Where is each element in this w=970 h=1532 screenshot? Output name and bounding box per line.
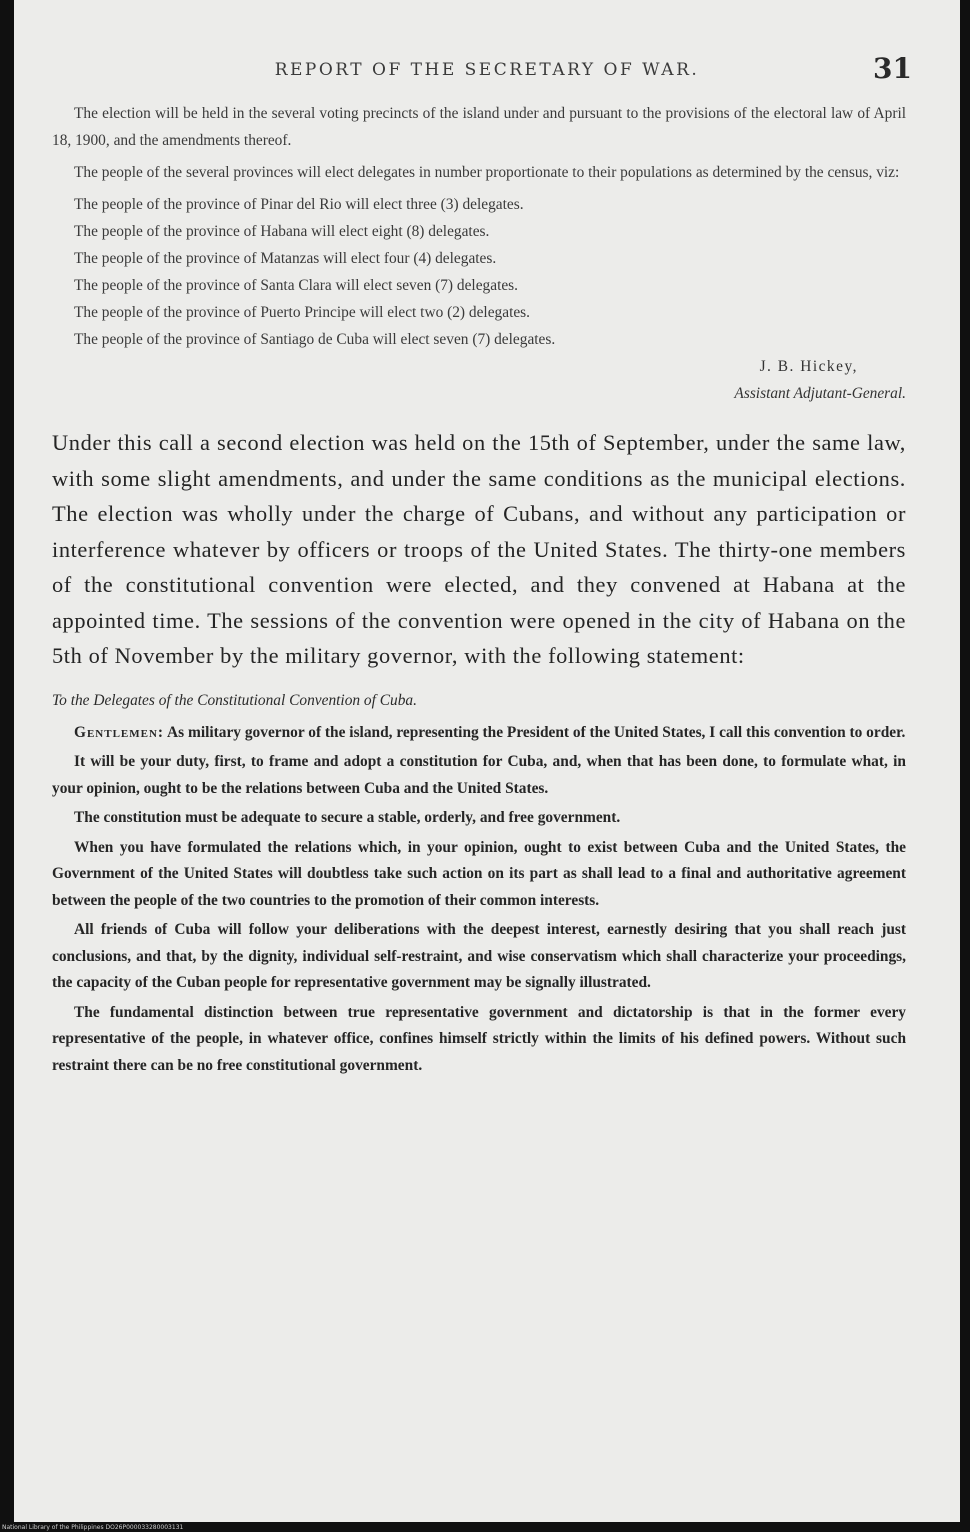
province-line-santiago-de-cuba: The people of the province of Santiago de Cuba will elect seven (7) delegates. (74, 331, 556, 348)
province-line-pinar-del-rio: The people of the province of Pinar del Rio will elect three (3) delegates. (74, 196, 524, 213)
scan-footer (0, 1522, 970, 1532)
narrative-paragraph: Under this call a second election was held on the 15th of September, under the same law, with some slight amendments, and under the same conditions as the municipal elections. The election was wholly under the charge of Cubans, and without any participation or interference whatever by officers or troops of the United States. The thirty-one members of the constitutional convention were elected, and they convened at Habana at the appointed time. The sessions of the convention were opened in the city of Habana on the 5th of November by the military governor, with the following statement: (52, 430, 906, 668)
letter-paragraph: It will be your duty, first, to frame and adopt a constitution for Cuba, and, when that has been done, to formulate what, in your opinion, ought to be the relations between Cuba and the United States. (52, 753, 906, 797)
election-order (52, 100, 906, 407)
page-header (74, 52, 912, 86)
letter-opening-paragraph (52, 720, 906, 747)
letter-paragraph: The constitution must be adequate to secure a stable, orderly, and free government. (74, 809, 621, 826)
order-paragraph: The election will be held in the several voting precincts of the island under and pursuant to the provisions of the electoral law of April 18, 1900, and the amendments thereof. (52, 105, 906, 149)
letter-salutation: Gentlemen: (74, 723, 165, 741)
province-line-habana: The people of the province of Habana will elect eight (8) delegates. (74, 223, 490, 240)
document-page (14, 0, 960, 1532)
letter-address: To the Delegates of the Constitutional Convention of Cuba. (52, 691, 417, 709)
signature-name: J. B. Hickey, (759, 358, 858, 375)
page-body (52, 100, 906, 1082)
order-paragraph: The people of the several provinces will elect delegates in number proportionate to their populations as determined by the census, viz: (74, 164, 900, 181)
signature-title: Assistant Adjutant-General. (734, 385, 906, 402)
letter-opening-text: As military governor of the island, representing the President of the United States, I call this convention to order. (164, 723, 906, 741)
letter-paragraph: When you have formulated the relations which, in your opinion, ought to exist between Cuba and the United States, the Government of the United States will doubtless take such action on its part as shall lead to a final and authoritative agreement between the people of the two countries to the promotion of their common interests. (52, 838, 906, 909)
province-line-matanzas: The people of the province of Matanzas will elect four (4) delegates. (74, 250, 497, 267)
letter-paragraph: The fundamental distinction between true representative government and dictatorship is that in the former every representative of the people, in whatever office, confines himself strictly within the limits of his defined powers. Without such restraint there can be no free constitutional government. (52, 1003, 906, 1074)
page-number: 31 (873, 52, 912, 85)
province-line-santa-clara: The people of the province of Santa Clara will elect seven (7) delegates. (74, 277, 519, 294)
governor-statement (52, 720, 906, 1080)
narrative-section (52, 425, 906, 674)
province-line-puerto-principe: The people of the province of Puerto Principe will elect two (2) delegates. (74, 304, 531, 321)
running-head: REPORT OF THE SECRETARY OF WAR. (274, 60, 700, 80)
scan-credit: National Library of the Philippines DO26P000033280003131 (2, 1524, 184, 1531)
letter-paragraph: All friends of Cuba will follow your deliberations with the deepest interest, earnestly desiring that you shall reach just conclusions, and that, by the dignity, individual self-restraint, and wise conservatism which shall characterize your proceedings, the capacity of the Cuban people for representative government may be signally illustrated. (52, 921, 906, 991)
